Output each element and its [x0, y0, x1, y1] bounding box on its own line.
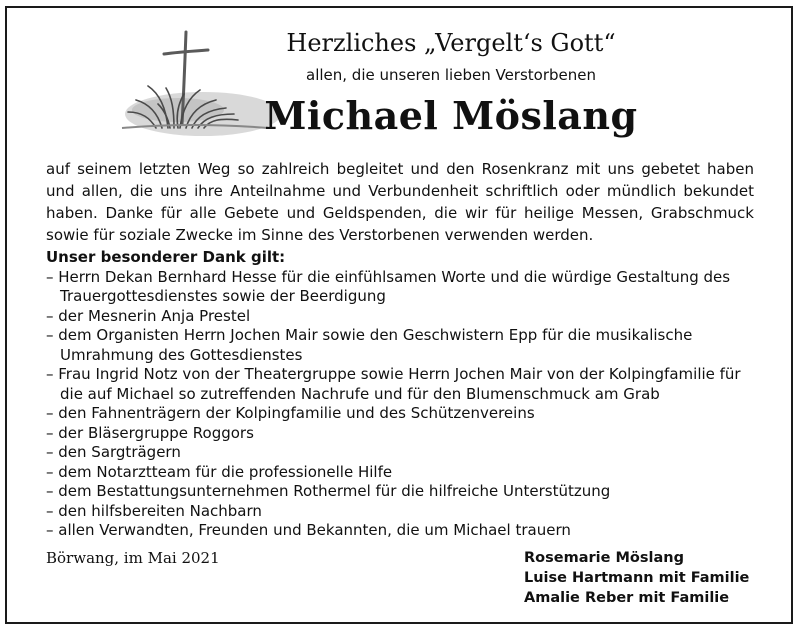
- thanks-item: – den Fahnenträgern der Kolpingfamilie und des Schützenvereins: [46, 404, 535, 422]
- thanks-item: – den Sargträgern: [46, 443, 181, 461]
- thanks-item: – der Bläsergruppe Roggors: [46, 423, 254, 442]
- thanks-heading: Unser besonderer Dank gilt:: [46, 248, 286, 266]
- thanks-item: – allen Verwandten, Freunden und Bekannten, die um Michael trauern: [46, 521, 571, 539]
- thanks-item: – dem Notarztteam für die professionelle Hilfe: [46, 462, 393, 481]
- notice-title: Herzliches „Vergelt‘s Gott“: [286, 29, 616, 57]
- cross-with-grass-icon: [108, 28, 278, 148]
- thanks-item: – der Mesnerin Anja Prestel: [46, 306, 251, 325]
- deceased-name: Michael Möslang: [264, 93, 638, 138]
- thanks-item: – dem Organisten Herrn Jochen Mair sowie den Geschwistern Epp für die musikalische Umrahmung des Gottesdienstes: [46, 326, 693, 364]
- thanks-item: – Frau Ingrid Notz von der Theatergruppe sowie Herrn Jochen Mair von der Kolpingfamilie für die auf Michael so zutreffenden Nachrufe und für den Blumenschmuck am Grab: [46, 365, 741, 403]
- thanks-section: [46, 248, 766, 541]
- notice-subtitle: allen, die unseren lieben Verstorbenen: [306, 66, 596, 84]
- notice-header: [256, 28, 646, 140]
- thanks-item: – dem Bestattungsunternehmen Rothermel für die hilfreiche Unterstützung: [46, 482, 611, 500]
- signer-name: Luise Hartmann mit Familie: [524, 570, 750, 586]
- intro-paragraph: auf seinem letzten Weg so zahlreich begleitet und den Rosenkranz mit uns gebetet haben und allen, die uns ihre Anteilnahme und Verbundenheit schriftlich oder mündlich bekundet haben. Danke für alle Gebete und Geldspenden, die wir für heilige Messen, Grabschmuck sowie für soziale Zwecke im Sinne des Verstorbenen verwenden werden.: [46, 160, 754, 244]
- signer-name: Rosemarie Möslang: [524, 550, 684, 566]
- signer-name: Amalie Reber mit Familie: [524, 590, 730, 606]
- thanks-item: – den hilfsbereiten Nachbarn: [46, 501, 262, 520]
- signers-block: [524, 548, 749, 608]
- place-date: Börwang, im Mai 2021: [46, 549, 220, 567]
- thanks-item: – Herrn Dekan Bernhard Hesse für die einfühlsamen Worte und die würdige Gestaltung des Trauergottesdienstes sowie der Beerdigung: [46, 267, 731, 305]
